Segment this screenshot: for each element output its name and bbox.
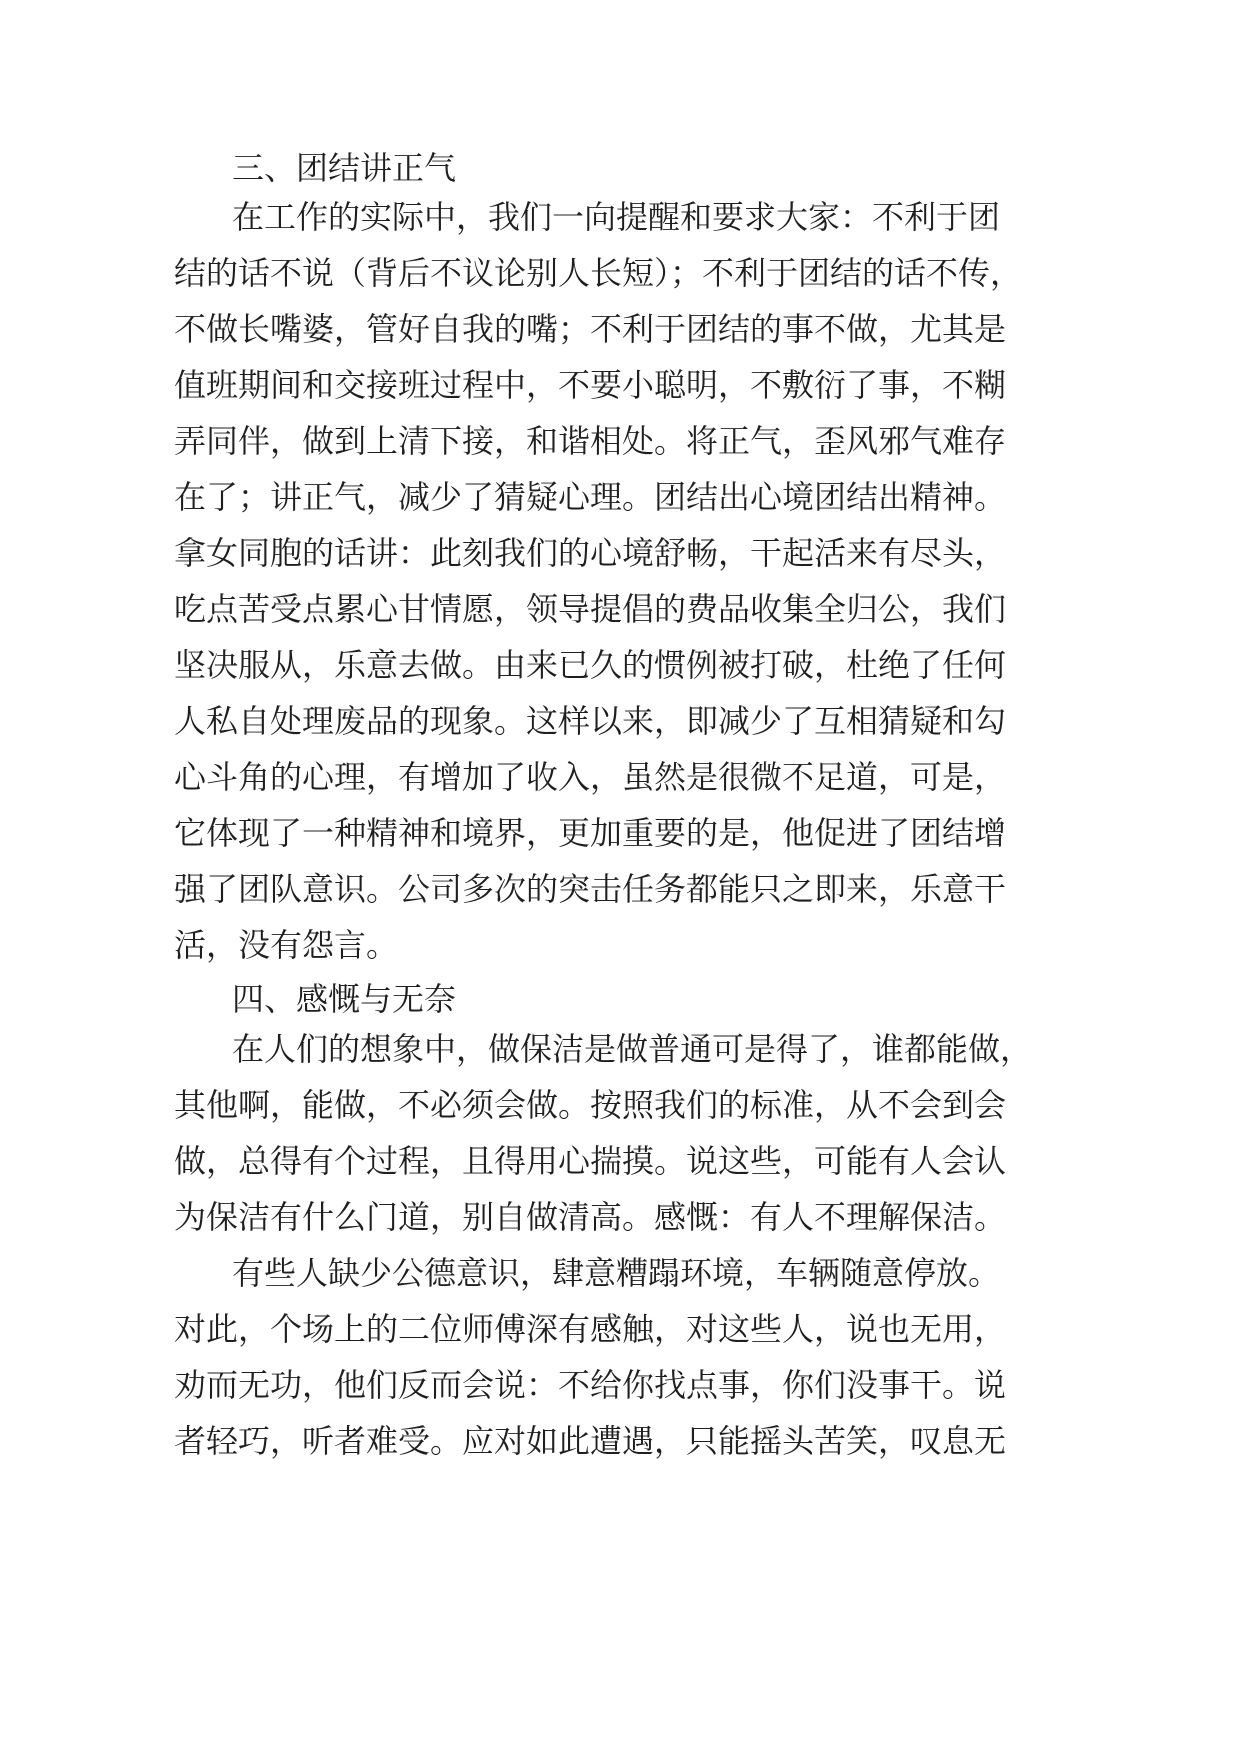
paragraph-line: 劝而无功，他们反而会说：不给你找点事，你们没事干。说 [174,1366,1007,1404]
paragraph-line: 结的话不说（背后不议论别人长短）；不利于团结的话不传， [174,254,1023,292]
paragraph-line: 在工作的实际中，我们一向提醒和要求大家：不利于团 [232,198,1001,236]
paragraph-line: 坚决服从，乐意去做。由来已久的惯例被打破，杜绝了任何 [174,646,1007,684]
paragraph-line: 弄同伴，做到上清下接，和谐相处。将正气，歪风邪气难存 [174,422,1007,460]
paragraph-line: 在人们的想象中，做保洁是做普通可是得了，谁都能做， [232,1030,1033,1068]
paragraph-line: 有些人缺少公德意识，肆意糟蹋环境，车辆随意停放。 [232,1254,1001,1292]
paragraph-line: 为保洁有什么门道，别自做清高。感慨：有人不理解保洁。 [174,1198,1007,1236]
paragraph-line: 人私自处理废品的现象。这样以来，即减少了互相猜疑和勾 [174,702,1007,740]
paragraph-line: 心斗角的心理，有增加了收入，虽然是很微不足道，可是， [174,758,1007,796]
paragraph-line: 吃点苦受点累心甘情愿，领导提倡的费品收集全归公，我们 [174,590,1007,628]
paragraph-line: 对此，个场上的二位师傅深有感触，对这些人，说也无用， [174,1310,1007,1348]
paragraph-line: 它体现了一种精神和境界，更加重要的是，他促进了团结增 [174,814,1007,852]
paragraph-line: 值班期间和交接班过程中，不要小聪明，不敷衍了事，不糊 [174,366,1007,404]
paragraph-line: 做，总得有个过程，且得用心揣摸。说这些，可能有人会认 [174,1142,1007,1180]
paragraph-line: 其他啊，能做，不必须会做。按照我们的标准，从不会到会 [174,1086,1007,1124]
section-heading: 四、感慨与无奈 [232,980,457,1018]
paragraph-line: 不做长嘴婆，管好自我的嘴；不利于团结的事不做，尤其是 [174,310,1007,348]
section-heading: 三、团结讲正气 [232,149,457,187]
paragraph-line: 活，没有怨言。 [174,926,399,964]
paragraph-line: 者轻巧，听者难受。应对如此遭遇，只能摇头苦笑，叹息无 [174,1422,1007,1460]
paragraph-line: 强了团队意识。公司多次的突击任务都能只之即来，乐意干 [174,870,1007,908]
paragraph-line: 在了；讲正气，减少了猜疑心理。团结出心境团结出精神。 [174,478,1007,516]
paragraph-line: 拿女同胞的话讲：此刻我们的心境舒畅，干起活来有尽头， [174,534,1007,572]
